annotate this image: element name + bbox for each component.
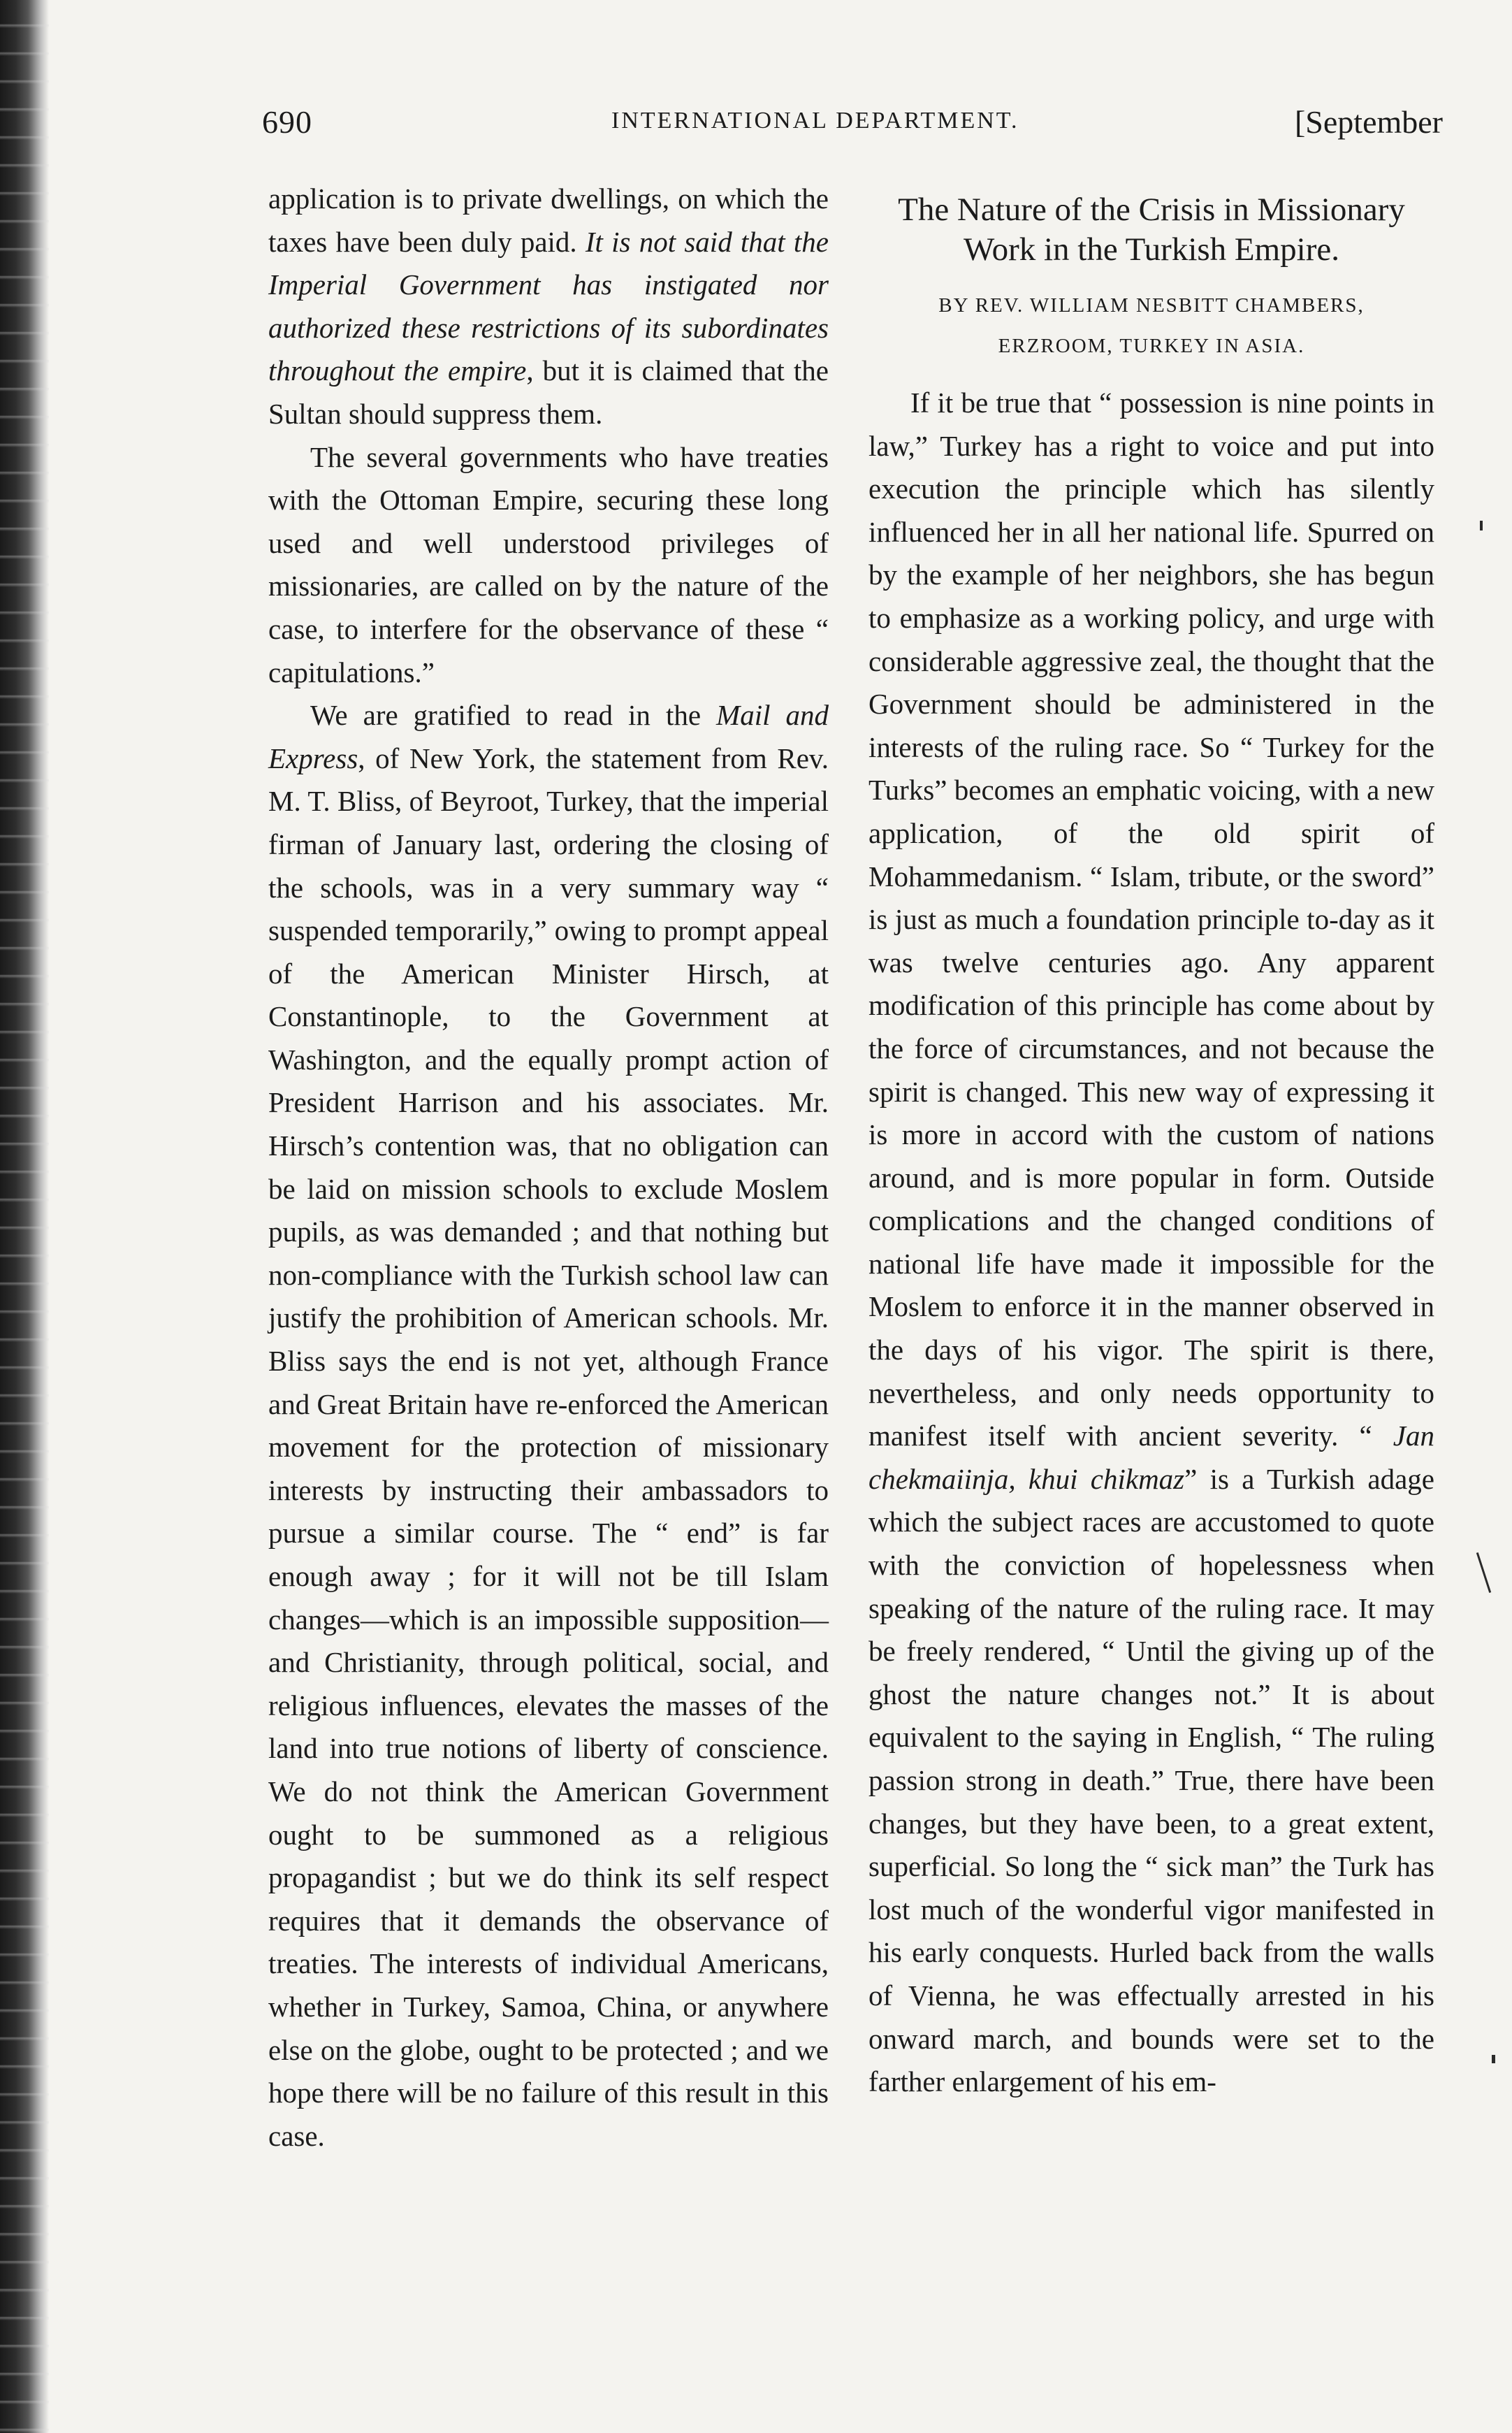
left-p1-italic: It is not said that the Imperial Government has instigated nor authorized these restrictions of its subordinates throughout the empire <box>268 225 829 387</box>
left-p3-text-a: We are gratified to read in the <box>310 699 717 732</box>
left-paragraph-3 <box>268 694 829 2158</box>
article-body <box>868 382 1434 2104</box>
byline-author: BY REV. WILLIAM NESBITT CHAMBERS, <box>938 294 1365 317</box>
left-p3-text-c: , of New York, the statement from Rev. M. T. Bliss, of Beyroot, Turkey, that the imperial firman of January last, ordering the closing of the schools, was in a very summary way “ suspended temporarily,” owing to prompt appeal of the American Minister Hirsch, at Constantinople, to the Government at Washington, and the equally prompt action of President Harrison and his associates. Mr. Hirsch’s contention was, that no obligation can be laid on mission schools to exclude Moslem pupils, as was demanded ; and that nothing but non-compliance with the Turkish school law can justify the prohibition of American schools. Mr. Bliss says the end is not yet, although France and Great Britain have re-enforced the American movement for the protection of missionary interests by instructing their ambassadors to pursue a similar course. The “ end” is far enough away ; for it will not be till Islam changes—which is an impossible supposition—and Christianity, through political, social, and religious influences, elevates the masses of the land into true notions of liberty of conscience. We do not think the American Government ought to be summoned as a religious propagandist ; but we do think its self respect requires that it demands the observance of treaties. The interests of individual Americans, whether in Turkey, Samoa, China, or anywhere else on the globe, ought to be protected ; and we hope there will be no failure of this result in this case. <box>268 742 829 2152</box>
scan-binding-streaks <box>0 0 49 2433</box>
running-head: INTERNATIONAL DEPARTMENT. <box>611 108 1019 133</box>
left-column <box>268 178 829 2158</box>
scan-mark-right-3 <box>1492 2055 1495 2063</box>
article-body-turkish-adage: Jan chekmaiinja, khui chikmaz <box>868 1420 1434 1495</box>
left-p3-italic-publication: Mail and Express <box>268 699 829 774</box>
left-paragraph-2: The several governments who have treaties with the Ottoman Empire, securing these long used and well understood privileges of missionaries, are called on by the nature of the case, to interfere for the observance of these “ capitulations.” <box>268 440 829 688</box>
page-number: 690 <box>262 104 312 140</box>
scan-mark-right-1 <box>1480 521 1483 530</box>
article-body-text-c: ” is a Turkish adage which the subject races are accustomed to quote with the conviction of hopelessness when speaking of the nature of the ruling race. It may be freely rendered, “ Until the giving up of the ghost the nature changes not.” It is about equivalent to the saying in English, “ The ruling passion strong in death.” True, there have been changes, but they have been, to a great extent, superficial. So long the “ sick man” the Turk has lost much of the wonderful vigor manifested in his early conquests. Hurled back from the walls of Vienna, he was effectually arrested in his onward march, and bounds were set to the farther enlargement of his em- <box>868 1462 1434 2098</box>
article-byline <box>868 285 1434 366</box>
scan-mark-right-2 <box>1476 1552 1491 1593</box>
left-p1-text-a: application is to private dwellings, on which the taxes have been duly paid. <box>268 182 829 258</box>
byline-location: ERZROOM, TURKEY IN ASIA. <box>998 335 1305 357</box>
article-body-text-a: If it be true that “ possession is nine points in law,” Turkey has a right to voice and put into execution the principle which has silently influenced her in all her national life. Spurred on by the example of her neighbors, she has begun to emphasize as a working policy, and urge with considerable aggressive zeal, the thought that the Government should be administered in the interests of the ruling race. So “ Turkey for the Turks” becomes an emphatic voicing, with a new application, of the old spirit of Mohammedanism. “ Islam, tribute, or the sword” is just as much a foundation principle to-day as it was twelve centuries ago. Any apparent modification of this principle has come about by the force of circumstances, and not because the spirit is changed. This new way of expressing it is more in accord with the custom of nations around, and is more popular in form. Outside complications and the changed conditions of national life have made it impossible for the Moslem to enforce it in the manner observed in the days of his vigor. The spirit is there, nevertheless, and only needs opportunity to manifest itself with ancient severity. “ <box>868 387 1434 1452</box>
left-p1-text-c: , but it is claimed that the Sultan should suppress them. <box>268 354 829 430</box>
right-column <box>868 178 1434 2104</box>
page-header <box>262 103 1443 152</box>
header-month: [September <box>1294 104 1443 140</box>
left-paragraph-1 <box>268 178 829 436</box>
article-title: The Nature of the Crisis in Missionary Work in the Turkish Empire. <box>898 192 1405 268</box>
